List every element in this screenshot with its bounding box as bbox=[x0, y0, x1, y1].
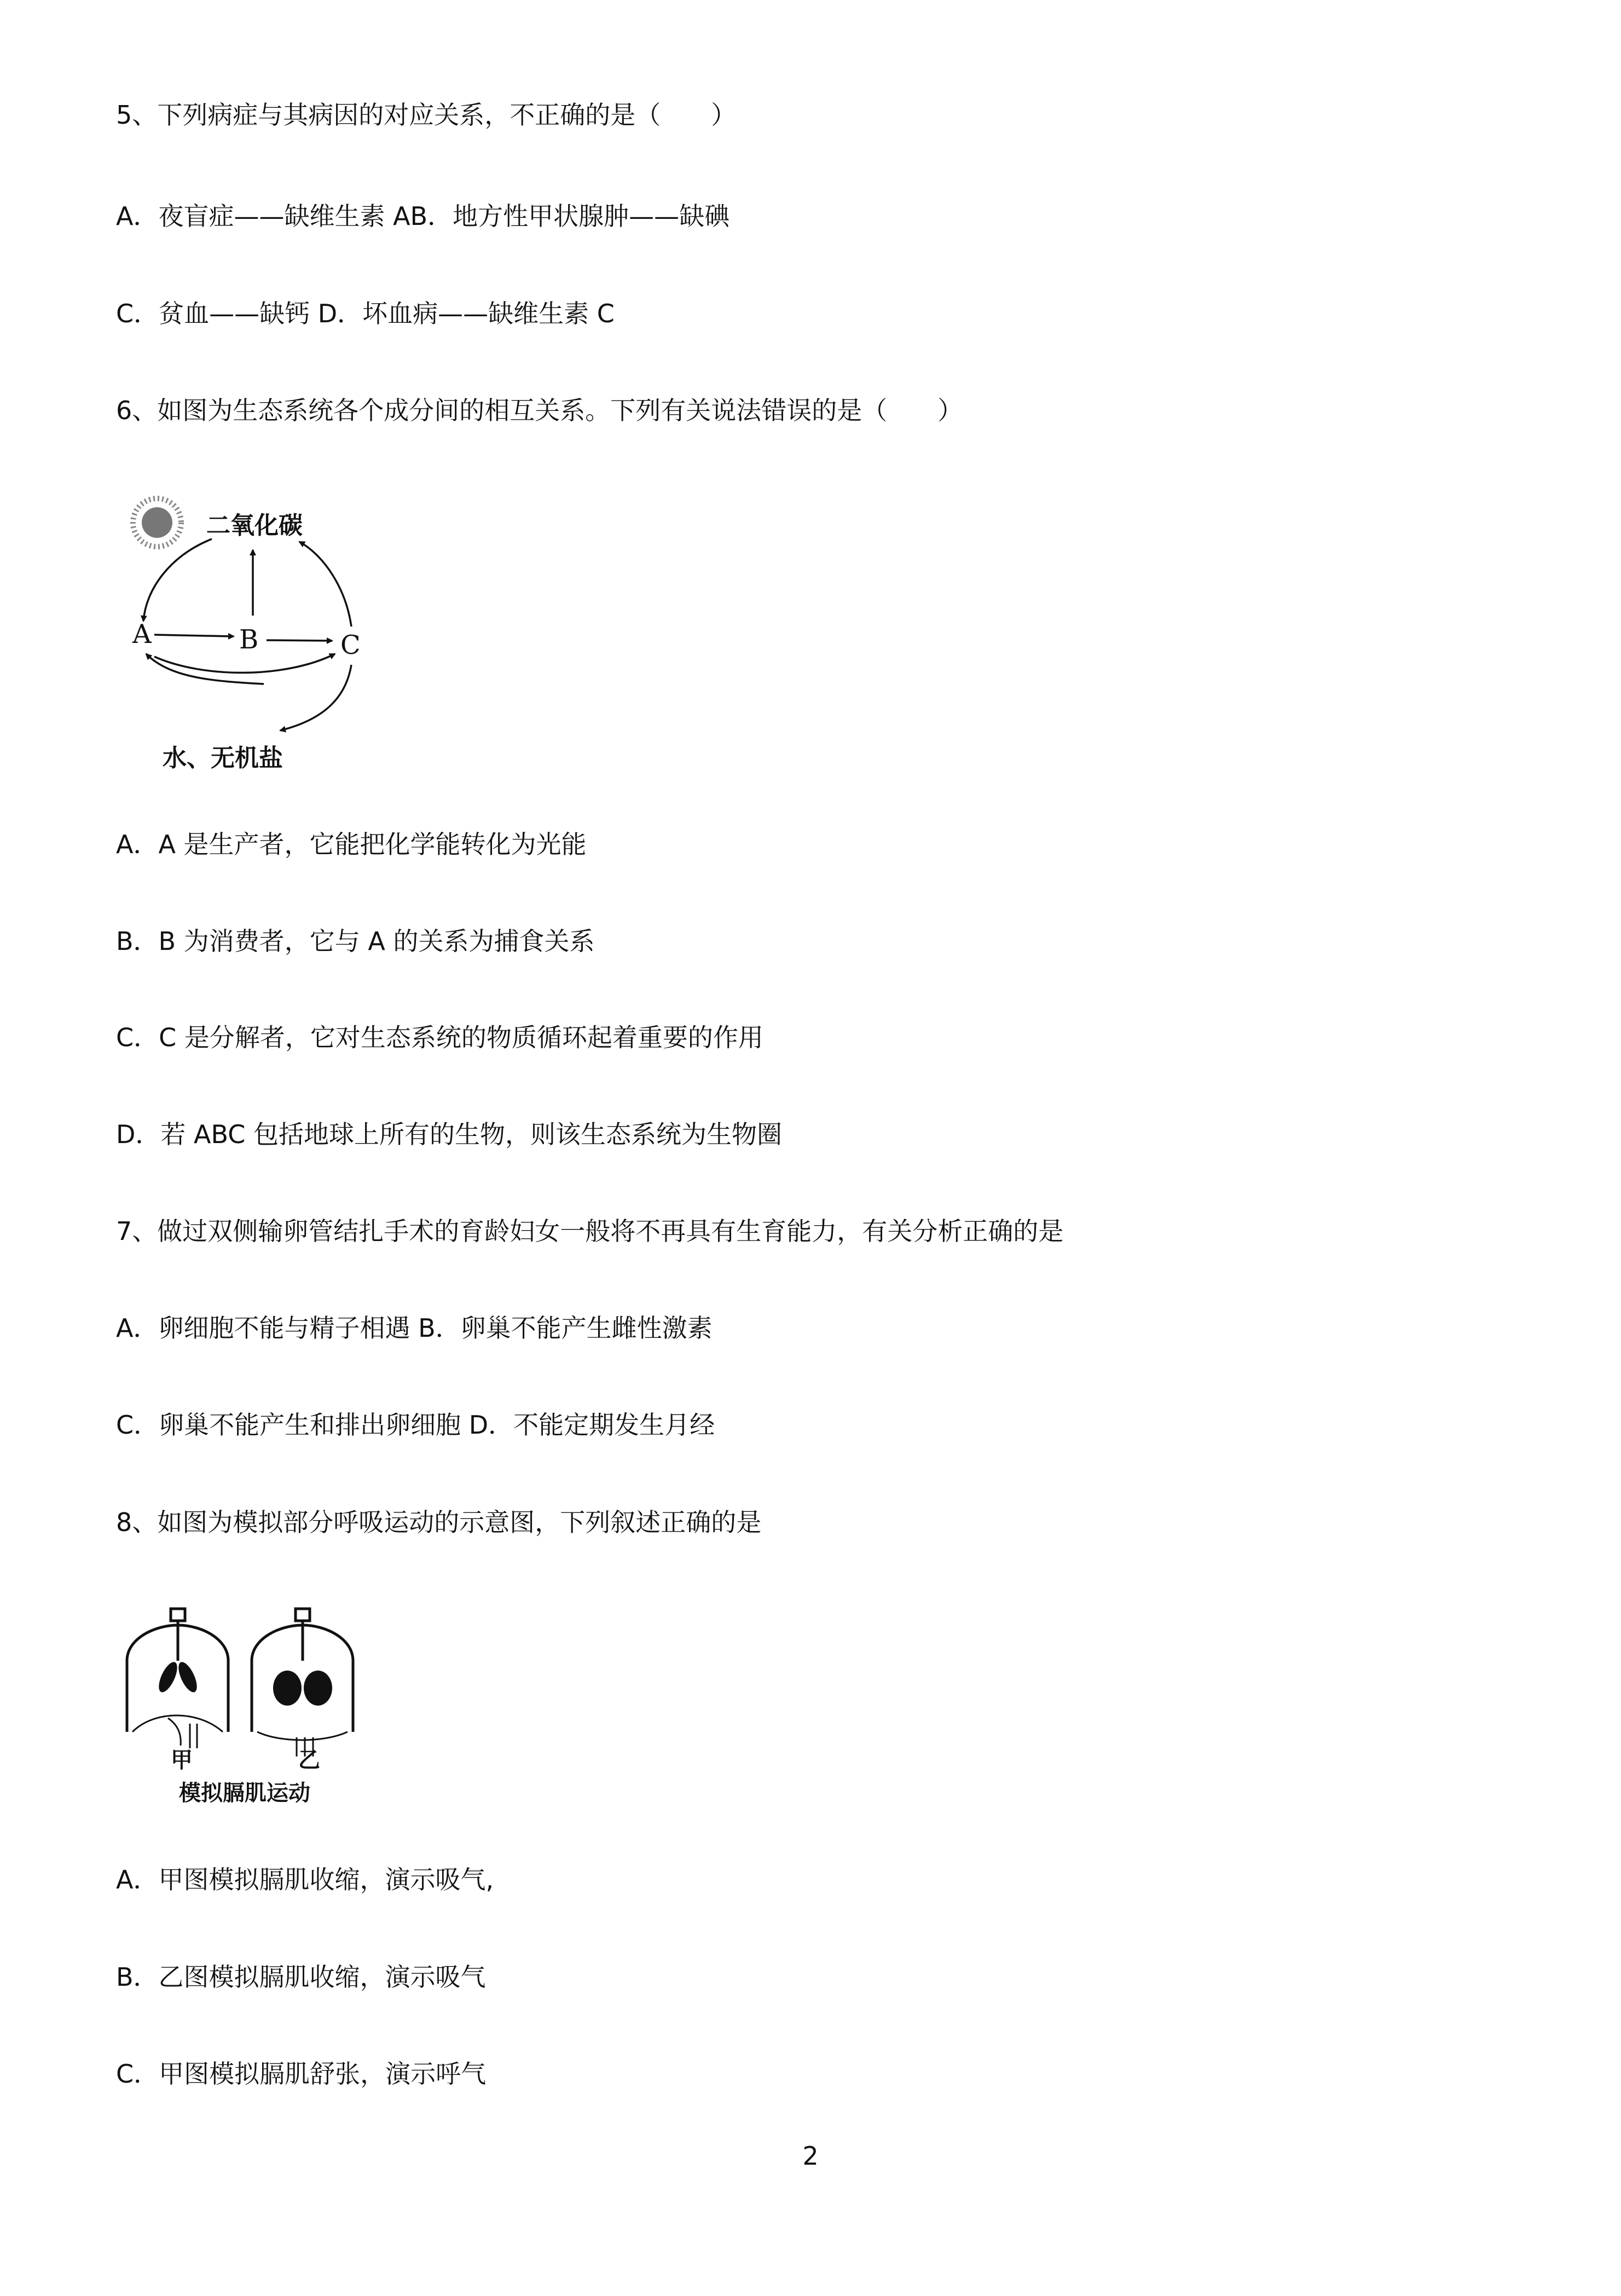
diagram-label-jia: 甲 bbox=[171, 1748, 193, 1773]
arrow-water-to-a bbox=[146, 654, 264, 684]
question-6-option-d: D．若 ABC 包括地球上所有的生物，则该生态系统为生物圈 bbox=[116, 1120, 783, 1149]
question-8-stem: 8、如图为模拟部分呼吸运动的示意图，下列叙述正确的是 bbox=[116, 1508, 762, 1537]
question-7-option-ab: A．卵细胞不能与精子相遇 B．卵巢不能产生雌性激素 bbox=[116, 1313, 713, 1343]
bell-jar-left bbox=[127, 1609, 228, 1732]
question-5-stem: 5、下列病症与其病因的对应关系，不正确的是（ ） bbox=[116, 100, 737, 130]
question-8-option-b: B．乙图模拟膈肌收缩，演示吸气 bbox=[116, 1962, 486, 1992]
question-6-option-a: A．A 是生产者，它能把化学能转化为光能 bbox=[116, 830, 587, 859]
diagram-label-yi: 乙 bbox=[298, 1748, 320, 1773]
arrow-co2-to-a bbox=[143, 539, 212, 621]
question-5-option-cd: C．贫血——缺钙 D．坏血病——缺维生素 C bbox=[116, 299, 615, 328]
hand-left bbox=[168, 1718, 197, 1748]
question-8-option-a: A．甲图模拟膈肌收缩，演示吸气, bbox=[116, 1865, 494, 1894]
question-5-option-ab: A．夜盲症——缺维生素 AB．地方性甲状腺肿——缺碘 bbox=[116, 201, 730, 231]
diagram-node-b: B bbox=[239, 624, 259, 655]
diagram-node-a: A bbox=[132, 619, 152, 650]
diagram-caption: 模拟膈肌运动 bbox=[179, 1781, 310, 1806]
arrow-c-to-co2 bbox=[299, 542, 351, 627]
question-7-option-cd: C．卵巢不能产生和排出卵细胞 D．不能定期发生月经 bbox=[116, 1410, 715, 1440]
page-number: 2 bbox=[802, 2141, 819, 2171]
lungs-left bbox=[155, 1660, 200, 1695]
lungs-right bbox=[273, 1671, 332, 1706]
question-6-option-b: B．B 为消费者，它与 A 的关系为捕食关系 bbox=[116, 926, 595, 956]
diagram-label-co2: 二氧化碳 bbox=[206, 512, 303, 540]
arrow-a-to-b bbox=[154, 635, 234, 636]
ecosystem-diagram bbox=[116, 490, 379, 780]
breathing-model-diagram bbox=[116, 1601, 362, 1808]
question-8-option-c: C．甲图模拟膈肌舒张，演示呼气 bbox=[116, 2059, 487, 2089]
arrow-c-to-water bbox=[280, 665, 351, 730]
question-7-stem: 7、做过双侧输卵管结扎手术的育龄妇女一般将不再具有生育能力，有关分析正确的是 bbox=[116, 1216, 1064, 1246]
sun-icon bbox=[133, 498, 181, 547]
arrow-a-to-c bbox=[154, 654, 335, 672]
question-6-option-c: C．C 是分解者，它对生态系统的物质循环起着重要的作用 bbox=[116, 1023, 763, 1052]
diagram-node-c: C bbox=[340, 630, 361, 660]
question-6-stem: 6、如图为生态系统各个成分间的相互关系。下列有关说法错误的是（ ） bbox=[116, 396, 963, 425]
bell-jar-right bbox=[252, 1609, 353, 1740]
diagram-label-water-salts: 水、无机盐 bbox=[163, 744, 283, 772]
arrow-b-to-c bbox=[267, 640, 332, 641]
